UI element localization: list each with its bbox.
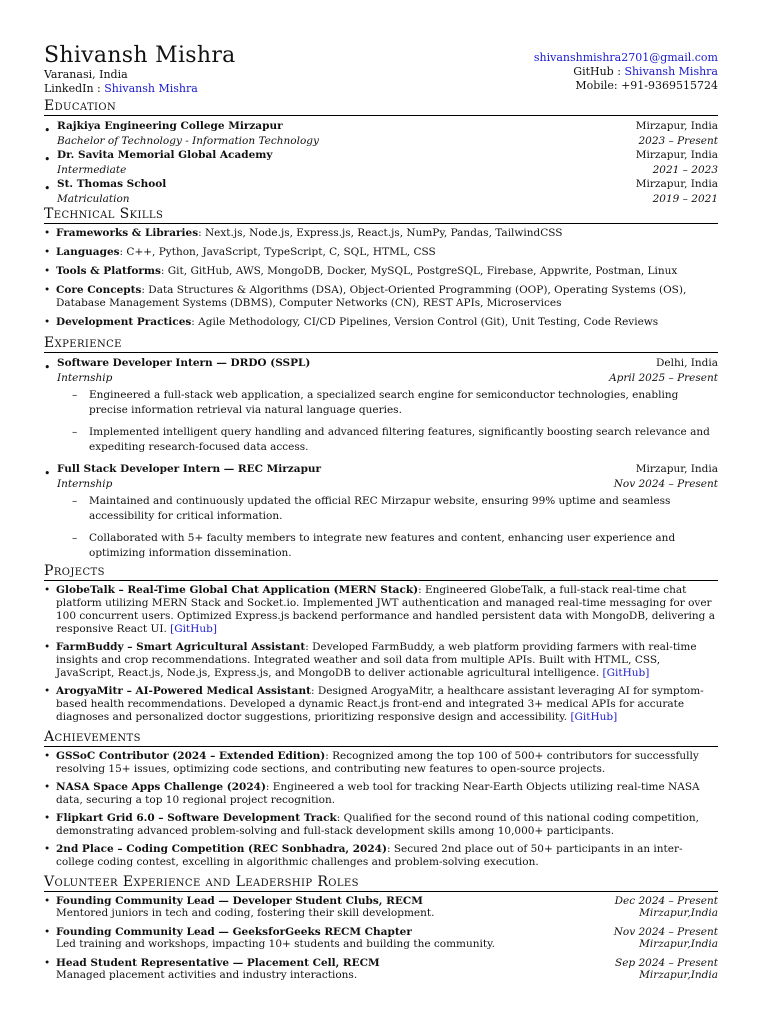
header-left	[44, 44, 236, 96]
bullet-icon: •	[44, 812, 51, 824]
volunteer-heading: Volunteer Experience and Leadership Roles	[44, 874, 718, 892]
achievements-heading: Achievements	[44, 729, 718, 747]
projects-list	[44, 584, 718, 724]
job-dates: Nov 2024 – Present	[613, 477, 718, 490]
skill-value: : Data Structures & Algorithms (DSA), Object-Oriented Programming (OOP), Operating Systems (OS), Database Management Systems (DBMS), Computer Networks (CN), REST APIs, Microservices	[56, 284, 687, 309]
project-name: FarmBuddy – Smart Agricultural Assistant	[56, 641, 306, 653]
volunteer-desc: Led training and workshops, impacting 10+ students and building the community.	[56, 938, 495, 950]
skill-item	[44, 246, 718, 259]
job-dates: April 2025 – Present	[609, 371, 718, 384]
school-location: Mirzapur, India	[635, 178, 718, 190]
degree: Intermediate	[57, 163, 127, 176]
education-entry	[44, 148, 718, 177]
education-section	[44, 98, 718, 206]
achievements-section	[44, 729, 718, 869]
achievement-name: Flipkart Grid 6.0 – Software Development Track	[56, 812, 337, 824]
achievement-item	[44, 843, 718, 869]
bullet-icon: •	[44, 246, 51, 258]
job-type: Internship	[57, 371, 113, 384]
volunteer-item	[44, 895, 718, 919]
projects-heading: Projects	[44, 563, 718, 581]
dash-icon: –	[72, 426, 78, 438]
github-link[interactable]: [GitHub]	[570, 711, 618, 723]
candidate-location: Varanasi, India	[44, 68, 128, 81]
volunteer-left	[56, 957, 380, 981]
education-entry	[44, 177, 718, 206]
project-item	[44, 584, 718, 636]
school-name: St. Thomas School	[57, 178, 167, 190]
point-text: Implemented intelligent query handling and advanced filtering features, significantly boosting search relevance and expediting research-focused data access.	[89, 426, 710, 453]
volunteer-role: Founding Community Lead — GeeksforGeeks RECM Chapter	[56, 926, 412, 938]
bullet-icon: •	[44, 361, 51, 374]
volunteer-right	[605, 957, 718, 981]
achievement-item	[44, 750, 718, 776]
volunteer-left	[56, 926, 495, 950]
experience-entry	[44, 462, 718, 491]
mobile-number: Mobile: +91-9369515724	[575, 79, 718, 92]
achievement-desc: : Engineered a web tool for tracking Near-Earth Objects utilizing real-time NASA data, securing a top 10 regional project recognition.	[56, 781, 700, 806]
resume-header	[44, 44, 718, 96]
volunteer-role: Head Student Representative — Placement Cell, RECM	[56, 957, 380, 969]
achievement-item	[44, 812, 718, 838]
skill-label: Frameworks & Libraries	[56, 227, 199, 239]
school-location: Mirzapur, India	[635, 149, 718, 161]
skill-value: : Agile Methodology, CI/CD Pipelines, Version Control (Git), Unit Testing, Code Reviews	[191, 316, 659, 328]
bullet-icon: •	[44, 153, 51, 166]
skill-value: : Next.js, Node.js, Express.js, React.js, NumPy, Pandas, TailwindCSS	[198, 227, 563, 239]
achievements-list	[44, 750, 718, 869]
volunteer-left	[56, 895, 434, 919]
experience-entry	[44, 356, 718, 385]
candidate-name: Shivansh Mishra	[44, 43, 236, 68]
point-text: Collaborated with 5+ faculty members to integrate new features and content, enhancing user experience and optimizing information dissemination.	[89, 532, 676, 559]
project-desc: : Designed ArogyaMitr, a healthcare assistant leveraging AI for symptom-based health recommendations. Developed a dynamic React.js front-end and integrated 3+ medical APIs for accurate diagnoses and personalized doctor suggestions, prioritizing responsive design and accessibility.	[56, 685, 704, 723]
skills-heading: Technical Skills	[44, 206, 718, 224]
bullet-icon: •	[44, 584, 51, 596]
skills-section	[44, 206, 718, 329]
volunteer-dates: Dec 2024 – Present	[614, 895, 718, 907]
project-name: ArogyaMitr – AI-Powered Medical Assistant	[56, 685, 311, 697]
dash-icon: –	[72, 389, 78, 401]
bullet-icon: •	[44, 926, 51, 938]
linkedin-line	[44, 82, 236, 96]
point-text: Engineered a full-stack web application, a specialized search engine for semiconductor technologies, enabling precise information retrieval via natural language queries.	[89, 389, 679, 416]
github-link[interactable]: Shivansh Mishra	[624, 65, 718, 78]
bullet-icon: •	[44, 467, 51, 480]
project-item	[44, 685, 718, 724]
achievement-desc: : Qualified for the second round of this national coding competition, demonstrating advanced problem-solving and full-stack development skills among 10,000+ participants.	[56, 812, 699, 837]
volunteer-right	[605, 895, 718, 919]
linkedin-label: LinkedIn :	[44, 82, 105, 95]
github-label: GitHub :	[573, 65, 625, 78]
job-role: Software Developer Intern — DRDO (SSPL)	[57, 357, 311, 369]
bullet-icon: •	[44, 781, 51, 793]
edu-dates: 2023 – Present	[638, 134, 718, 147]
skill-label: Core Concepts	[56, 284, 142, 296]
project-desc: : Engineered GlobeTalk, a full-stack real-time chat platform utilizing MERN Stack and Socket.io. Implemented JWT authentication and managed real-time messaging for over 100 concurrent users. Optimized Express.js backend performance and handled persistent data with MongoDB, delivering a responsive React UI.	[56, 584, 715, 635]
experience-point	[72, 388, 718, 417]
skill-label: Languages	[56, 246, 120, 258]
job-location: Delhi, India	[655, 357, 718, 369]
bullet-icon: •	[44, 124, 51, 137]
header-right	[534, 44, 718, 93]
school-name: Rajkiya Engineering College Mirzapur	[57, 120, 283, 132]
achievement-name: GSSoC Contributor (2024 – Extended Edition)	[56, 750, 326, 762]
project-name: GlobeTalk – Real-Time Global Chat Application (MERN Stack)	[56, 584, 419, 596]
bullet-icon: •	[44, 265, 51, 277]
job-location: Mirzapur, India	[635, 463, 718, 475]
email-link[interactable]: shivanshmishra2701@gmail.com	[533, 51, 718, 64]
skill-value: : Git, GitHub, AWS, MongoDB, Docker, MySQL, PostgreSQL, Firebase, Appwrite, Postman, Linux	[160, 265, 678, 277]
experience-point	[72, 494, 718, 523]
volunteer-location: Mirzapur,India	[639, 907, 718, 919]
job-role: Full Stack Developer Intern — REC Mirzapur	[57, 463, 322, 475]
volunteer-location: Mirzapur,India	[639, 938, 718, 950]
volunteer-item	[44, 957, 718, 981]
volunteer-location: Mirzapur,India	[639, 969, 718, 981]
volunteer-role: Founding Community Lead — Developer Student Clubs, RECM	[56, 895, 423, 907]
skill-item	[44, 316, 718, 329]
degree: Matriculation	[57, 192, 130, 205]
bullet-icon: •	[44, 316, 51, 328]
github-link[interactable]: [GitHub]	[170, 623, 217, 635]
education-entry	[44, 119, 718, 148]
volunteer-dates: Sep 2024 – Present	[615, 957, 718, 969]
job-type: Internship	[57, 477, 113, 490]
achievement-item	[44, 781, 718, 807]
volunteer-item	[44, 926, 718, 950]
bullet-icon: •	[44, 641, 51, 653]
project-item	[44, 641, 718, 680]
github-line	[534, 65, 718, 79]
bullet-icon: •	[44, 182, 51, 195]
achievement-name: 2nd Place – Coding Competition (REC Sonbhadra, 2024)	[56, 843, 387, 855]
projects-section	[44, 563, 718, 724]
github-link[interactable]: [GitHub]	[602, 667, 650, 679]
volunteer-desc: Managed placement activities and industry interactions.	[56, 969, 358, 981]
experience-section	[44, 335, 718, 560]
volunteer-section	[44, 874, 718, 981]
achievement-name: NASA Space Apps Challenge (2024)	[56, 781, 266, 793]
point-text: Maintained and continuously updated the official REC Mirzapur website, ensuring 99% uptime and seamless accessibility for critical information.	[89, 495, 671, 522]
skills-list	[44, 227, 718, 329]
skill-item	[44, 265, 718, 278]
achievement-desc: : Secured 2nd place out of 50+ participants in an inter-college coding contest, excelling in algorithmic challenges and problem-solving execution.	[56, 843, 683, 868]
bullet-icon: •	[44, 843, 51, 855]
achievement-desc: : Recognized among the top 100 of 500+ contributors for successfully resolving 15+ issues, optimizing code sections, and contributing new features to open-source projects.	[56, 750, 699, 775]
degree: Bachelor of Technology - Information Technology	[57, 134, 319, 147]
education-heading: Education	[44, 98, 718, 116]
experience-point	[72, 531, 718, 560]
experience-heading: Experience	[44, 335, 718, 353]
experience-points	[44, 388, 718, 454]
experience-points	[44, 494, 718, 560]
project-desc: : Developed FarmBuddy, a web platform providing farmers with real-time insights and crop recommendations. Integrated weather and soil data from multiple APIs. Built with HTML, CSS, JavaScript, React.js, Node.js, Express.js, and MongoDB to deliver actionable agricultural intelligence.	[56, 641, 697, 679]
edu-dates: 2021 – 2023	[652, 163, 718, 176]
bullet-icon: •	[44, 284, 51, 296]
dash-icon: –	[72, 495, 78, 507]
school-name: Dr. Savita Memorial Global Academy	[57, 149, 273, 161]
skill-label: Development Practices	[56, 316, 192, 328]
linkedin-link[interactable]: Shivansh Mishra	[104, 82, 198, 95]
dash-icon: –	[72, 532, 78, 544]
skill-label: Tools & Platforms	[56, 265, 161, 277]
bullet-icon: •	[44, 685, 51, 697]
skill-item	[44, 227, 718, 240]
experience-point	[72, 425, 718, 454]
bullet-icon: •	[44, 895, 51, 907]
bullet-icon: •	[44, 957, 51, 969]
bullet-icon: •	[44, 227, 51, 239]
edu-dates: 2019 – 2021	[652, 192, 718, 205]
bullet-icon: •	[44, 750, 51, 762]
school-location: Mirzapur, India	[635, 120, 718, 132]
skill-value: : C++, Python, JavaScript, TypeScript, C, SQL, HTML, CSS	[119, 246, 436, 258]
volunteer-right	[604, 926, 718, 950]
skill-item	[44, 284, 718, 310]
volunteer-dates: Nov 2024 – Present	[613, 926, 718, 938]
volunteer-desc: Mentored juniors in tech and coding, fostering their skill development.	[56, 907, 435, 919]
